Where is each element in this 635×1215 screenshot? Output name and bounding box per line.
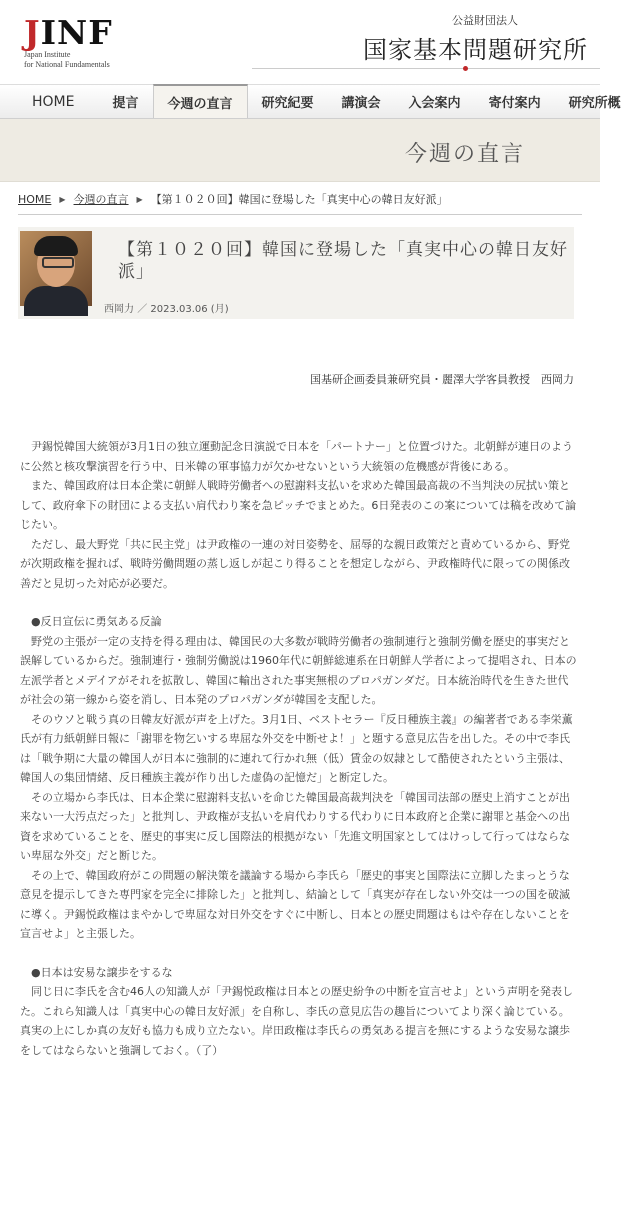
paragraph: 野党の主張が一定の支持を得る理由は、韓国民の大多数が戦時労働者の強制連行と強制労働を歴史的事実だと誤解しているからだ。強制連行・強制労働説は1960年代に朝鮮総連系在日朝鮮人学者によって提唱され、日本の左派学者とメデイアがそれを拡散し、韓国に輸出された事実無根のプロパガンダだ。日本統治時代を生きた世代が社会の第一線から姿を消し、日本発のプロパガンダが韓国を支配した。 xyxy=(20,634,577,706)
header-divider xyxy=(252,68,600,69)
org-title xyxy=(363,12,588,65)
article-title: 【第１０２０回】韓国に登場した「真実中心の韓日友好派」 xyxy=(118,240,568,282)
breadcrumb-divider xyxy=(18,214,582,215)
logo-line1: Japan Institute xyxy=(24,50,71,59)
logo-mark: JINF xyxy=(24,13,113,52)
main-nav xyxy=(0,84,621,119)
nav-item-lectures[interactable]: 講演会 xyxy=(341,96,381,111)
breadcrumb-section[interactable]: 今週の直言 xyxy=(73,193,129,206)
date-separator: ／ xyxy=(137,304,148,315)
breadcrumb-current: 【第１０２０回】韓国に登場した「真実中心の韓日友好派」 xyxy=(150,193,448,206)
paragraph: 尹錫悦韓国大統領が3月1日の独立運動記念日演説で日本を「パートナー」と位置づけた。北朝鮮が連日のように公然と核攻撃演習を行う中、日米韓の軍事協力が欠かせないという大統領の危機感が背後にある。 xyxy=(20,440,573,473)
paragraph: その立場から李氏は、日本企業に慰謝料支払いを命じた韓国最高裁判決を「韓国司法部の歴史上消すことが出来ない一大汚点だった」と批判し、尹政権が支払いを肩代わりする代わりに日本政府と企業に謝罪と基金への出資を求めていることを、歴史的事実に反し国際法的根拠がない「先進文明国家としてはけっして行ってはならない卑屈な外交」だと断じた。 xyxy=(20,790,570,862)
nav-item-home[interactable]: HOME xyxy=(32,93,75,110)
nav-item-donation[interactable]: 寄付案内 xyxy=(488,96,541,111)
breadcrumb xyxy=(0,186,600,212)
logo-line2: for National Fundamentals xyxy=(24,60,110,69)
nav-item-bulletin[interactable]: 研究紀要 xyxy=(261,96,314,111)
breadcrumb-home[interactable]: HOME xyxy=(18,192,52,206)
section-title: 今週の直言 xyxy=(404,142,525,167)
nav-item-institute[interactable]: 研究所概 xyxy=(568,96,621,111)
article-author: 西岡力 xyxy=(104,304,134,315)
org-name: 国家基本問題研究所 xyxy=(363,36,588,64)
section-heading: ●日本は安易な譲歩をするな xyxy=(31,965,173,979)
article-meta xyxy=(104,300,229,315)
paragraph: その上で、韓国政府がこの問題の解決策を議論する場から李氏ら「歴史的事実と国際法に立脚したまっとうな意見を提示してきた専門家を完全に排除した」と批判し、結論として「真実が存在しない外交は一つの国を破滅に導く。尹錫悦政権はまやかしで卑屈な対日外交をすぐに中断し、日本との歴史問題はもはや存在しないことを宣言せよ」と主張した。 xyxy=(20,868,570,940)
article-byline: 国基研企画委員兼研究員・麗澤大学客員教授 西岡力 xyxy=(310,373,574,386)
paragraph: 同じ日に李氏を含む46人の知識人が「尹錫悦政権は日本との歴史紛争の中断を宣言せよ」という声明を発表した。これら知識人は「真実中心の韓日友好派」を自称し、李氏の意見広告の趣旨についてより深く論じている。真実の上にしか真の友好も協力も成り立たない。岸田政権は李氏らの勇気ある提言を無にするような安易な譲歩をしてはならないと強調しておく。（了） xyxy=(20,985,573,1057)
section-heading: ●反日宣伝に勇気ある反論 xyxy=(31,615,162,628)
author-photo xyxy=(20,231,92,306)
red-dot-decoration xyxy=(463,66,468,71)
article-body xyxy=(20,437,578,1060)
nav-item-membership[interactable]: 入会案内 xyxy=(408,96,461,111)
jinf-logo[interactable] xyxy=(24,13,113,70)
paragraph: また、韓国政府は日本企業に朝鮮人戦時労働者への慰謝料支払いを求めた韓国最高裁の不当判決の尻拭い策として、政府傘下の財団による支払い肩代わり案を急ピッチでまとめた。6日発表のこの案については稿を改めて論じたい。 xyxy=(20,479,577,531)
breadcrumb-arrow-icon: ▶ xyxy=(59,194,66,204)
nav-item-proposals[interactable]: 提言 xyxy=(112,96,139,111)
nav-item-weekly-opinion[interactable]: 今週の直言 xyxy=(153,84,248,118)
breadcrumb-arrow-icon: ▶ xyxy=(136,194,143,204)
site-header xyxy=(0,0,600,84)
section-banner xyxy=(0,119,600,182)
article-header xyxy=(18,227,574,319)
org-type: 公益財団法人 xyxy=(452,14,518,27)
paragraph: ただし、最大野党「共に民主党」は尹政権の一連の対日姿勢を、屈辱的な親日政策だと責めているから、野党が次期政権を握れば、戦時労働問題の蒸し返しが起こり得ることを想定しながら、尹政権時代に限っての関係改善だと見切った対応が必要だ。 xyxy=(20,537,570,590)
paragraph: そのウソと戦う真の日韓友好派が声を上げた。3月1日、ベストセラー『反日種族主義』の編著者である李栄薫氏が有力紙朝鮮日報に「謝罪を物乞いする卑屈な外交を中断せよ！」と題する意見広告を出した。その中で李氏は「戦争期に大量の韓国人が日本に強制的に連れて行かれ無（低）賃金の奴隷として酷使されたという主張は、韓国人の集団情緒、反日種族主義が作り出した虚偽の記憶だ」と断定した。 xyxy=(20,712,573,784)
article-date: 2023.03.06 (月) xyxy=(150,304,229,315)
